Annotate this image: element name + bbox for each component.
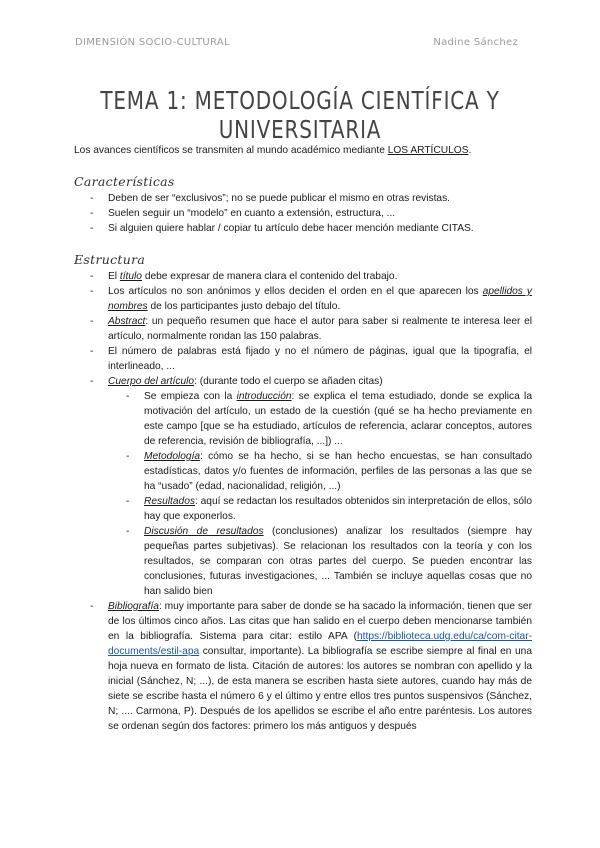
- item-text: Se empieza con la: [144, 391, 237, 402]
- list-item-titulo: [74, 269, 532, 284]
- cuerpo-sublist: [108, 389, 532, 599]
- estructura-list: [74, 269, 532, 734]
- header-subject: DIMENSIÓN SOCIO-CULTURAL: [75, 37, 230, 48]
- list-item: - Deben de ser “exclusivos”; no se puede publicar el mismo en otras revistas.: [74, 191, 532, 206]
- keyword: Abstract: [108, 316, 146, 327]
- keyword: Cuerpo del artículo: [108, 376, 195, 387]
- list-item-cuerpo: [74, 374, 532, 599]
- document-body: [74, 143, 532, 734]
- item-text: : se explica el tema estudiado, donde se explica la motivación del artículo, un estado de la cuestión (qué se ha hecho previamente en este campo [que se ha estudiado, artículos de referencia, aclarar conceptos, autores de referencia, revisión de bibliografía, ...]) ...: [144, 391, 532, 447]
- intro-text: Los avances científicos se transmiten al mundo académico mediante: [74, 145, 388, 156]
- item-text: : (durante todo el cuerpo se añaden citas): [194, 376, 383, 387]
- intro-underlined: LOS ARTÍCULOS: [387, 145, 469, 156]
- item-text: : aquí se redactan los resultados obtenidos sin interpretación de ellos, sólo hay que exponerlos.: [144, 496, 532, 522]
- item-text: : cómo se ha hecho, si se han hecho encuestas, se han consultado estadísticas, datos y/o fuentes de información, perfiles de las personas a las que se ha “usado” (edad, nacionalidad, religión, ...): [144, 451, 532, 492]
- intro-paragraph: [74, 143, 532, 158]
- section-heading-caracteristicas: Características: [74, 174, 175, 189]
- keyword: título: [119, 271, 142, 282]
- item-text: El: [108, 271, 120, 282]
- header-author: Nadine Sánchez: [433, 37, 518, 48]
- keyword: apellidos y nombres: [108, 286, 533, 312]
- keyword: introducción: [236, 391, 292, 402]
- list-item-palabras: - El número de palabras está fijado y no el número de páginas, igual que la tipografía, el interlineado, ...: [74, 344, 532, 374]
- sublist-item: [108, 524, 532, 599]
- item-text: consultar, importante). La bibliografía se escribe siempre al final en una hoja nueva en formato de lista. Citación de autores: los autores se nombran con apellido y la inicial (Sánchez, N; ...), de esta manera se escriben hasta siete autores, cuando hay más de siete se escribe hasta el número 6 y el último y entre ellos tres puntos suspensivos (Sánchez, N; .... Carmona, P). Después de los apellidos se escribe el año entre paréntesis. Los autores se ordenan según dos factores: primero los más antiguos y después: [108, 646, 532, 732]
- keyword: Metodología: [144, 451, 201, 462]
- keyword: Resultados: [144, 496, 195, 507]
- page-header: [75, 37, 518, 48]
- list-item-abstract: [74, 314, 532, 344]
- caracteristicas-list: [74, 191, 532, 236]
- item-text: (conclusiones) analizar los resultados (siempre hay pequeñas partes subjetivas). Se relacionan los resultados con la teoría y con los resultados, se comparan con otras partes del cuerpo. Se pueden encontrar las conclusiones, futuras investigaciones, ... También se incluye aquellas cosas que no han salido bien: [144, 526, 532, 597]
- section-heading-estructura: Estructura: [74, 252, 146, 267]
- item-text: de los participantes justo debajo del título.: [147, 301, 341, 312]
- intro-end: .: [468, 145, 472, 156]
- item-text: : muy importante para saber de donde se ha sacado la información, tienen que ser de los últimos cinco años. Las citas que han salido en el cuerpo deben mencionarse también en la bibliografía. Sistema para citar: estilo APA (: [108, 601, 532, 642]
- apa-link[interactable]: https://biblioteca.udg.edu/ca/com-citar-documents/estil-apa: [108, 631, 532, 657]
- sublist-item: [108, 449, 532, 494]
- keyword: Discusión de resultados: [144, 526, 264, 537]
- item-text: Los artículos no son anónimos y ellos deciden el orden en el que aparecen los: [108, 286, 483, 297]
- keyword: Bibliografía: [108, 601, 159, 612]
- list-item: - Si alguien quiere hablar / copiar tu artículo debe hacer mención mediante CITAS.: [74, 221, 532, 236]
- item-text: debe expresar de manera clara el contenido del trabajo.: [141, 271, 398, 282]
- sublist-item: [108, 494, 532, 524]
- sublist-item: [108, 389, 532, 449]
- list-item: - Suelen seguir un “modelo” en cuanto a extensión, estructura, ...: [74, 206, 532, 221]
- item-text: : un pequeño resumen que hace el autor para saber si realmente te interesa leer el artículo, normalmente rondan las 150 palabras.: [108, 316, 532, 342]
- page-title: TEMA 1: METODOLOGÍA CIENTÍFICA Y UNIVERSITARIA: [100, 86, 500, 144]
- list-item-bibliografia: [74, 599, 532, 734]
- list-item-autores: [74, 284, 532, 314]
